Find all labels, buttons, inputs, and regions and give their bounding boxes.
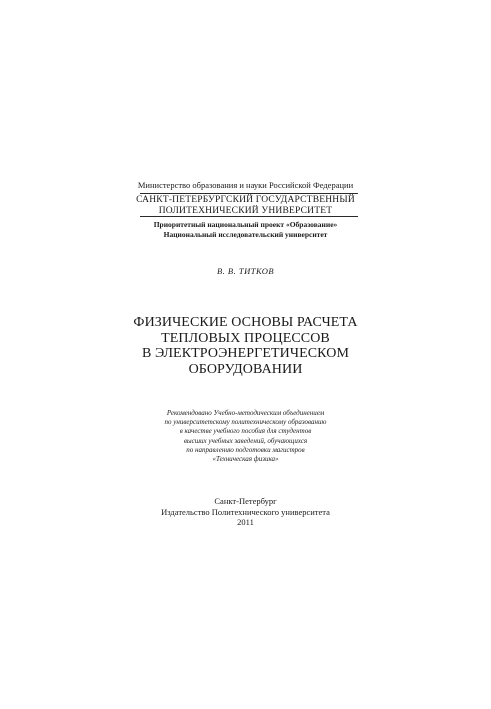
title-line-4: ОБОРУДОВАНИИ — [188, 361, 303, 377]
imprint-block — [0, 496, 491, 528]
header-divider-top — [140, 193, 358, 194]
recommendation-block — [0, 409, 491, 464]
author-name: В. В. ТИТКОВ — [216, 266, 275, 276]
title-line-1: ФИЗИЧЕСКИЕ ОСНОВЫ РАСЧЕТА — [133, 315, 358, 330]
recommendation-line-1: Рекомендовано Учебно-методическим объединением — [166, 409, 325, 417]
recommendation-line-6: «Техническая физика» — [212, 455, 279, 464]
header-divider-bottom — [140, 216, 358, 217]
recommendation-line-3: в качестве учебного пособия для студентов — [179, 427, 312, 436]
project-block — [0, 220, 491, 240]
university-line-1: САНКТ-ПЕТЕРБУРГСКИЙ ГОСУДАРСТВЕННЫЙ — [136, 195, 355, 205]
title-line-3: В ЭЛЕКТРОЭНЕРГЕТИЧЕСКОМ — [141, 346, 350, 361]
imprint-city: Санкт-Петербург — [214, 496, 277, 506]
imprint-year: 2011 — [237, 517, 254, 527]
imprint-publisher: Издательство Политехнического университета — [161, 506, 330, 517]
recommendation-line-4: высших учебных заведений, обучающихся — [183, 436, 308, 445]
ministry-line: Министерство образования и науки Российской Федерации — [137, 180, 354, 190]
recommendation-line-5: по направлению подготовки магистров — [186, 445, 305, 454]
book-title — [0, 315, 491, 377]
title-line-2: ТЕПЛОВЫХ ПРОЦЕССОВ — [161, 330, 330, 346]
project-line-2: Национальный исследовательский университет — [163, 230, 328, 239]
university-name — [0, 195, 491, 216]
recommendation-line-2: по университетскому политехническому образованию — [164, 418, 327, 427]
university-line-2: ПОЛИТЕХНИЧЕСКИЙ УНИВЕРСИТЕТ — [158, 205, 333, 216]
project-line-1: Приоритетный национальный проект «Образование» — [153, 220, 338, 229]
